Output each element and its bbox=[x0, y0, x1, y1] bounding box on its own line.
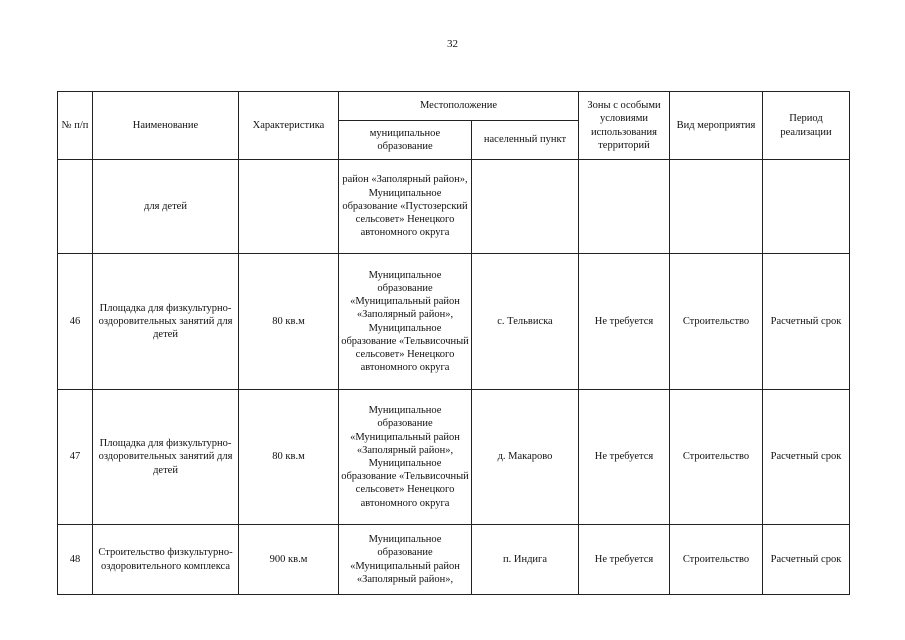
row-activity: Строительство bbox=[670, 254, 763, 390]
row-characteristic: 80 кв.м bbox=[239, 390, 339, 525]
row-period: Расчетный срок bbox=[763, 254, 850, 390]
col-settlement-header: населенный пункт bbox=[472, 121, 579, 160]
col-period-header: Период реализации bbox=[763, 92, 850, 160]
col-characteristic-header: Характеристика bbox=[239, 92, 339, 160]
row-municipal: Муниципальное образование «Муниципальный район «Заполярный район», Муниципальное образование «Тельвисочный сельсовет» Ненецкого автономного округа bbox=[339, 254, 472, 390]
row-period bbox=[763, 160, 850, 254]
col-location-header: Местоположение bbox=[339, 92, 579, 121]
row-characteristic: 80 кв.м bbox=[239, 254, 339, 390]
row-name: Строительство физкультурно-оздоровительного комплекса bbox=[93, 525, 239, 595]
row-num: 47 bbox=[58, 390, 93, 525]
row-num: 48 bbox=[58, 525, 93, 595]
header-row bbox=[58, 92, 850, 121]
row-settlement: п. Индига bbox=[472, 525, 579, 595]
row-municipal: Муниципальное образование «Муниципальный район «Заполярный район», bbox=[339, 525, 472, 595]
row-settlement: д. Макарово bbox=[472, 390, 579, 525]
row-zones: Не требуется bbox=[579, 254, 670, 390]
row-characteristic: 900 кв.м bbox=[239, 525, 339, 595]
row-settlement: с. Тельвиска bbox=[472, 254, 579, 390]
row-activity bbox=[670, 160, 763, 254]
row-period: Расчетный срок bbox=[763, 390, 850, 525]
row-municipal: Муниципальное образование «Муниципальный район «Заполярный район», Муниципальное образование «Тельвисочный сельсовет» Ненецкого автономного округа bbox=[339, 390, 472, 525]
table-row bbox=[58, 390, 850, 525]
row-activity: Строительство bbox=[670, 525, 763, 595]
row-municipal: район «Заполярный район», Муниципальное образование «Пустозерский сельсовет» Ненецкого автономного округа bbox=[339, 160, 472, 254]
row-name: Площадка для физкультурно-оздоровительных занятий для детей bbox=[93, 390, 239, 525]
row-zones bbox=[579, 160, 670, 254]
col-zones-header: Зоны с особыми условиями использования территорий bbox=[579, 92, 670, 160]
row-name: для детей bbox=[93, 160, 239, 254]
row-characteristic bbox=[239, 160, 339, 254]
col-num-header: № п/п bbox=[58, 92, 93, 160]
row-num: 46 bbox=[58, 254, 93, 390]
row-name: Площадка для физкультурно-оздоровительных занятий для детей bbox=[93, 254, 239, 390]
page-number: 32 bbox=[447, 38, 458, 50]
row-zones: Не требуется bbox=[579, 525, 670, 595]
row-period: Расчетный срок bbox=[763, 525, 850, 595]
row-zones: Не требуется bbox=[579, 390, 670, 525]
row-num bbox=[58, 160, 93, 254]
table-row bbox=[58, 160, 850, 254]
col-municipal-header: муниципальное образование bbox=[339, 121, 472, 160]
col-name-header: Наименование bbox=[93, 92, 239, 160]
measures-table bbox=[57, 91, 850, 595]
col-activity-header: Вид мероприятия bbox=[670, 92, 763, 160]
table-row bbox=[58, 254, 850, 390]
row-activity: Строительство bbox=[670, 390, 763, 525]
table-row bbox=[58, 525, 850, 595]
row-settlement bbox=[472, 160, 579, 254]
